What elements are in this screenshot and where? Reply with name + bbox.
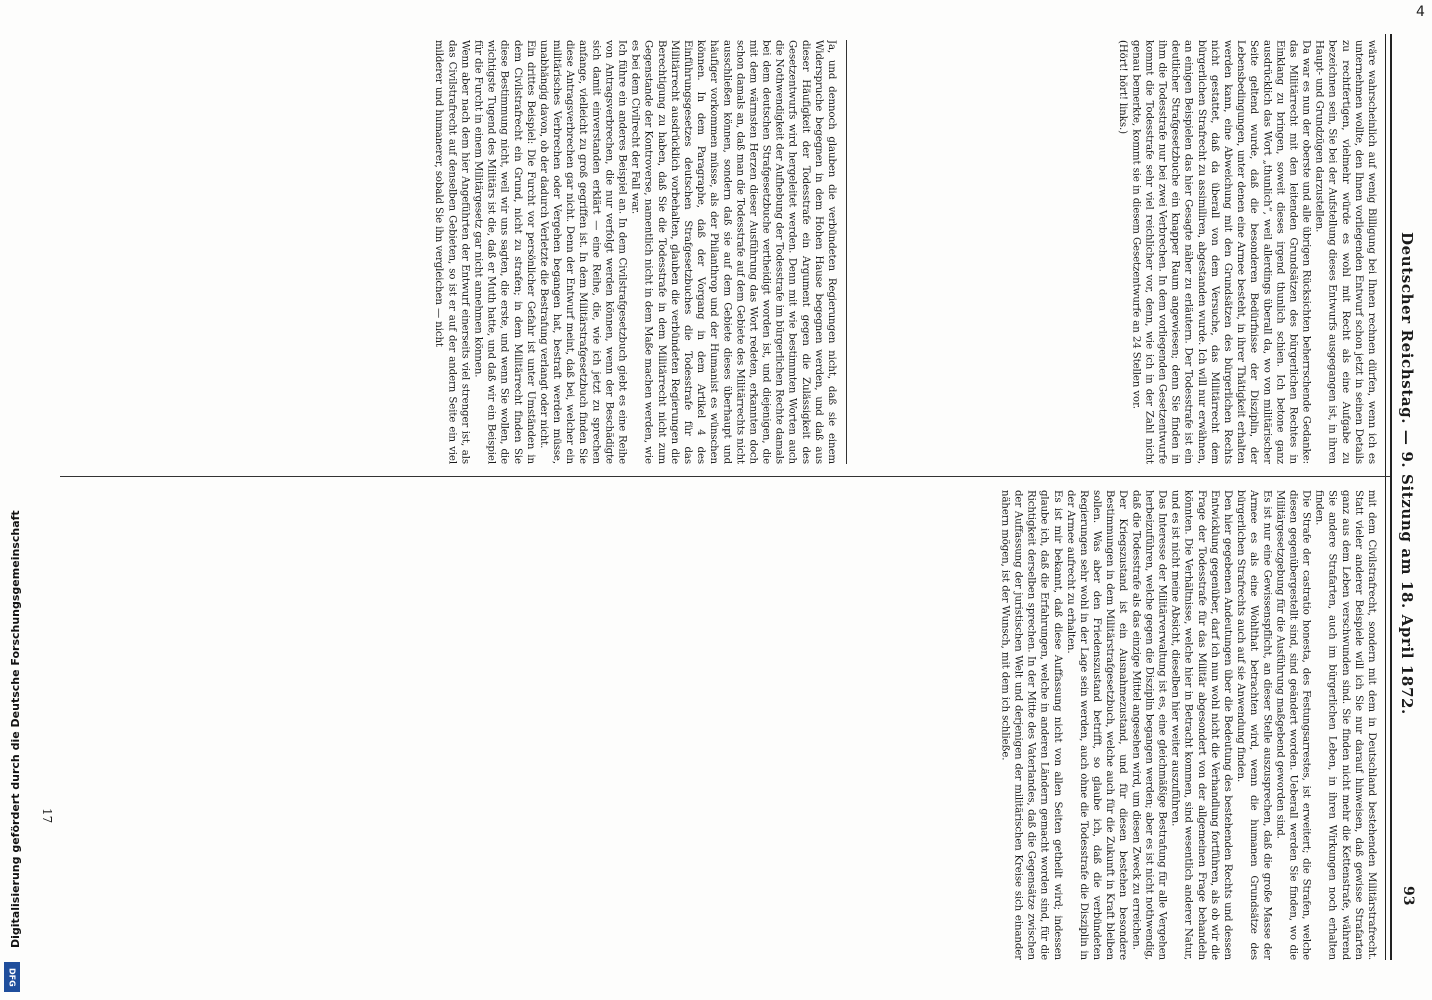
right-column-lower: Ja, und dennoch glauben die verbündeten Regierungen nicht, daß sie einem Widerspruche begegnen in dem Hohen Hause begegnen werden, und daß aus dieser Häufigkeit der Todesstrafe ein Argument gegen die Zulässigkeit des Gesetzentwurfs wird hergeleitet werden. Denn mit wie bestimmten Worten auch die Nothwendigkeit der Aufhebung der Todesstrafe im bürgerlichen Rechte damals bei dem deutschen Strafgesetzbuche vertheidigt worden ist, und diejenigen, die mit dem wärmsten Herzen dieser Ausführung das Wort redeten, erkannten doch schon damals an, daß man die Todesstrafe auf dem Gebiete des Militärrechts nicht ausschließen können, sondern daß sie auf dem Gebiete dieses überhaupt und häufiger vorkommen müsse, als der Philanthrop und der Humanist es wünschen können. In dem Paragraphe, daß der Vorgang in dem Artikel 4 des Einführungsgesetzes deutschen Strafgesetzbuches die Todesstrafe für das Militärrecht ausdrücklich vorbehalten, glauben die verbündeten Regierungen die Berechtigung zu haben, daß Sie die Todesstrafe in dem Militärrecht nicht zum Gegenstande der Kontroverse, namentlich nicht in dem Maße machen werden, wie es bei dem Civilrecht der Fall war. Ich führe ein anderes Beispiel an. In dem Civilstrafgesetzbuch giebt es eine Reihe von Antragsverbrechen, die nur verfolgt werden können, wenn der Beschädigte sich damit einverstanden erklärt — eine Reihe, die, wie ich jetzt zu sprechen anfange, vielleicht zu groß gegriffen ist. In dem Militärstrafgesetzbuch finden Sie diese Antragsverbrechen gar nicht. Denn der Entwurf meint, daß bei, welcher ein militärisches Verbrechen oder Vergehen begangen hat, bestraft werden müsse, unabhängig davon, ob der dadurch Verletzte die Bestrafung verlangt oder nicht. Ein drittes Beispiel: Die Furcht vor persönlicher Gefahr ist unter Umständen in dem Civilstrafrecht ein Grund, nicht zu strafen; in dem Militärrecht finden Sie diese Bestimmung nicht, weil wir uns sagten, die erste, und wenn Sie wollen, die wichtigste Tugend des Militärs ist die, daß er Muth hatte, und daß wir ein Beispiel für die Furcht in einem Militärgesetz gar nicht annehmen können. Wenn aber nach dem hier Angeführten der Entwurf einerseits viel strenger ist, als das Civilstrafrecht auf denselben Gebieten, so ist er auf der andern Seite ein viel milderer und humanerer, sobald Sie ihn vergleichen — nicht xyxy=(433,40,837,464)
speaker-separator xyxy=(846,40,847,464)
left-column: mit dem Civilstrafrecht, sondern mit dem in Deutschland bestehenden Militärstrafrecht. Statt vieler anderer Beispiele will ich Sie nur darauf hinweisen, daß gewisse Strafarten ganz aus dem Leben verschwunden sind. Sie finden nicht mehr die Kettenstrafe, während Sie andere Strafarten, auch im bürgerlichen Leben, in ihren Wirkungen noch erhalten finden. Die Strafe der castratio honesta, des Festungsarrestes, ist erweitert; die Strafen, welche diesen gegenübergestellt sind, sind geändert worden. Ueberall werden Sie finden, wo die Militärgesetzgebung für die Ausführung maßgebend geworden sind. Es ist nur eine Gewissenspflicht, an dieser Stelle auszusprechen, daß die große Masse der Armee es als eine Wohlthat betrachten wird, wenn die humanen Grundsätze des bürgerlichen Strafrechts auch auf sie Anwendung finden. Den hier gegebenen Andeutungen über die Bedeutung des bestehenden Rechts und dessen Entwicklung gegenüber, darf ich nun wohl nicht die Verhandlung fortführen, als ob wir die Frage der Todesstrafe für das Militär abgesondert von der allgemeinen Frage behandeln könnten. Die Verhältnisse, welche hier in Betracht kommen, sind wesentlich anderer Natur, und es ist nicht meine Absicht, dieselben hier weiter auszuführen. Das Interesse der Militärverwaltung ist es, eine gleichmäßige Bestrafung für alle Vergehen herbeizuführen, welche gegen die Disziplin begangen werden; aber es ist nicht nothwendig, daß die Todesstrafe als das einzige Mittel angesehen wird, um diesen Zweck zu erreichen. Der Kriegszustand ist ein Ausnahmezustand, und für diesen bestehen besondere Bestimmungen in dem Militärstrafgesetzbuch, welche auch für die Zukunft in Kraft bleiben sollen. Was aber den Friedenszustand betrifft, so glaube ich, daß die verbündeten Regierungen sehr wohl in der Lage sein werden, auch ohne die Todesstrafe die Disziplin in der Armee aufrecht zu erhalten. Es ist mir bekannt, daß diese Auffassung nicht von allen Seiten getheilt wird; indessen glaube ich, daß die Erfahrungen, welche in anderen Ländern gemacht worden sind, für die Richtigkeit derselben sprechen. In der Mitte des Vaterlandes, daß die Gegensätze zwischen der Auffassung der juristischen Welt und derjenigen der militärischen Kreise sich einander nähern mögen, ist der Wunsch, mit dem ich schließe. xyxy=(999,490,1377,960)
header-visible: Deutscher Reichstag. — 9. Sitzung am 18. April 1872. xyxy=(1398,232,1416,715)
page-number: 93 xyxy=(1400,886,1416,906)
header-rule-left xyxy=(1385,34,1386,960)
right-column-upper: wäre wahrscheinlich auf wenig Billigung bei Ihnen rechnen dürfen, wenn ich es unternehmen wollte, den Ihnen vorliegenden Entwurf schon jetzt in seinen Details zu rechtfertigen, vielmehr würde es wohl mit Recht als eine Aufgabe zu bezeichnen sein, Sie bei der Aufstellung dieses Entwurfs ausgegangen ist, in ihren Haupt- und Grundzügen darzustellen. Da war es nun der oberste und alle übrigen Rücksichten beherrschende Gedanke: das Militärrecht mit den leitenden Grundsätzen des bürgerlichen Rechtes in Einklang zu bringen, soweit dieses irgend thunlich schien. Ich betone ganz ausdrücklich das Wort „thunlich“, weil allerdings überall da, wo von militärischer Seite geltend wurde, daß die besonderen Bedürfnisse der Disziplin, der Lebensbedingungen, unter denen eine Armee besteht, in ihrer Thätigkeit erhalten werden kann, eine Abweichung mit den Grundsätzen des bürgerlichen Rechts nicht gestattet, daß da überall von dem Versuche, das Militärrecht dem bürgerlichen Strafrecht zu assimiliren, abgestanden wurde. Ich will nur erwähnen, an einigen Beispielen das hier Gesagte näher zu erläutern. Der Todesstrafe ist ein deutlicher Strafgesetzbuche ein knapper Raum angewiesen; denn Sie finden in ihm die Todesstrafe nur bei zwei Verbrechen. In dem vorliegenden Gesetzentwurfe kommt die Todesstrafe sehr viel reichlicher vor, denn, wie ich in der Zahl nicht genau bemerkte, kommt sie in diesem Gesetzentwurfe an 24 Stellen vor. (Hört! hört! links.) xyxy=(1117,40,1377,464)
column-divider xyxy=(60,476,1390,477)
digitization-note: Digitalisierung gefördert durch die Deutsche Forschungsgemeinschaft xyxy=(9,510,22,948)
sheet-number: 17 xyxy=(40,808,54,824)
header-rule-top xyxy=(1390,34,1392,960)
corner-mark: 4 xyxy=(1416,4,1425,20)
dfg-logo: DFG xyxy=(4,962,20,992)
